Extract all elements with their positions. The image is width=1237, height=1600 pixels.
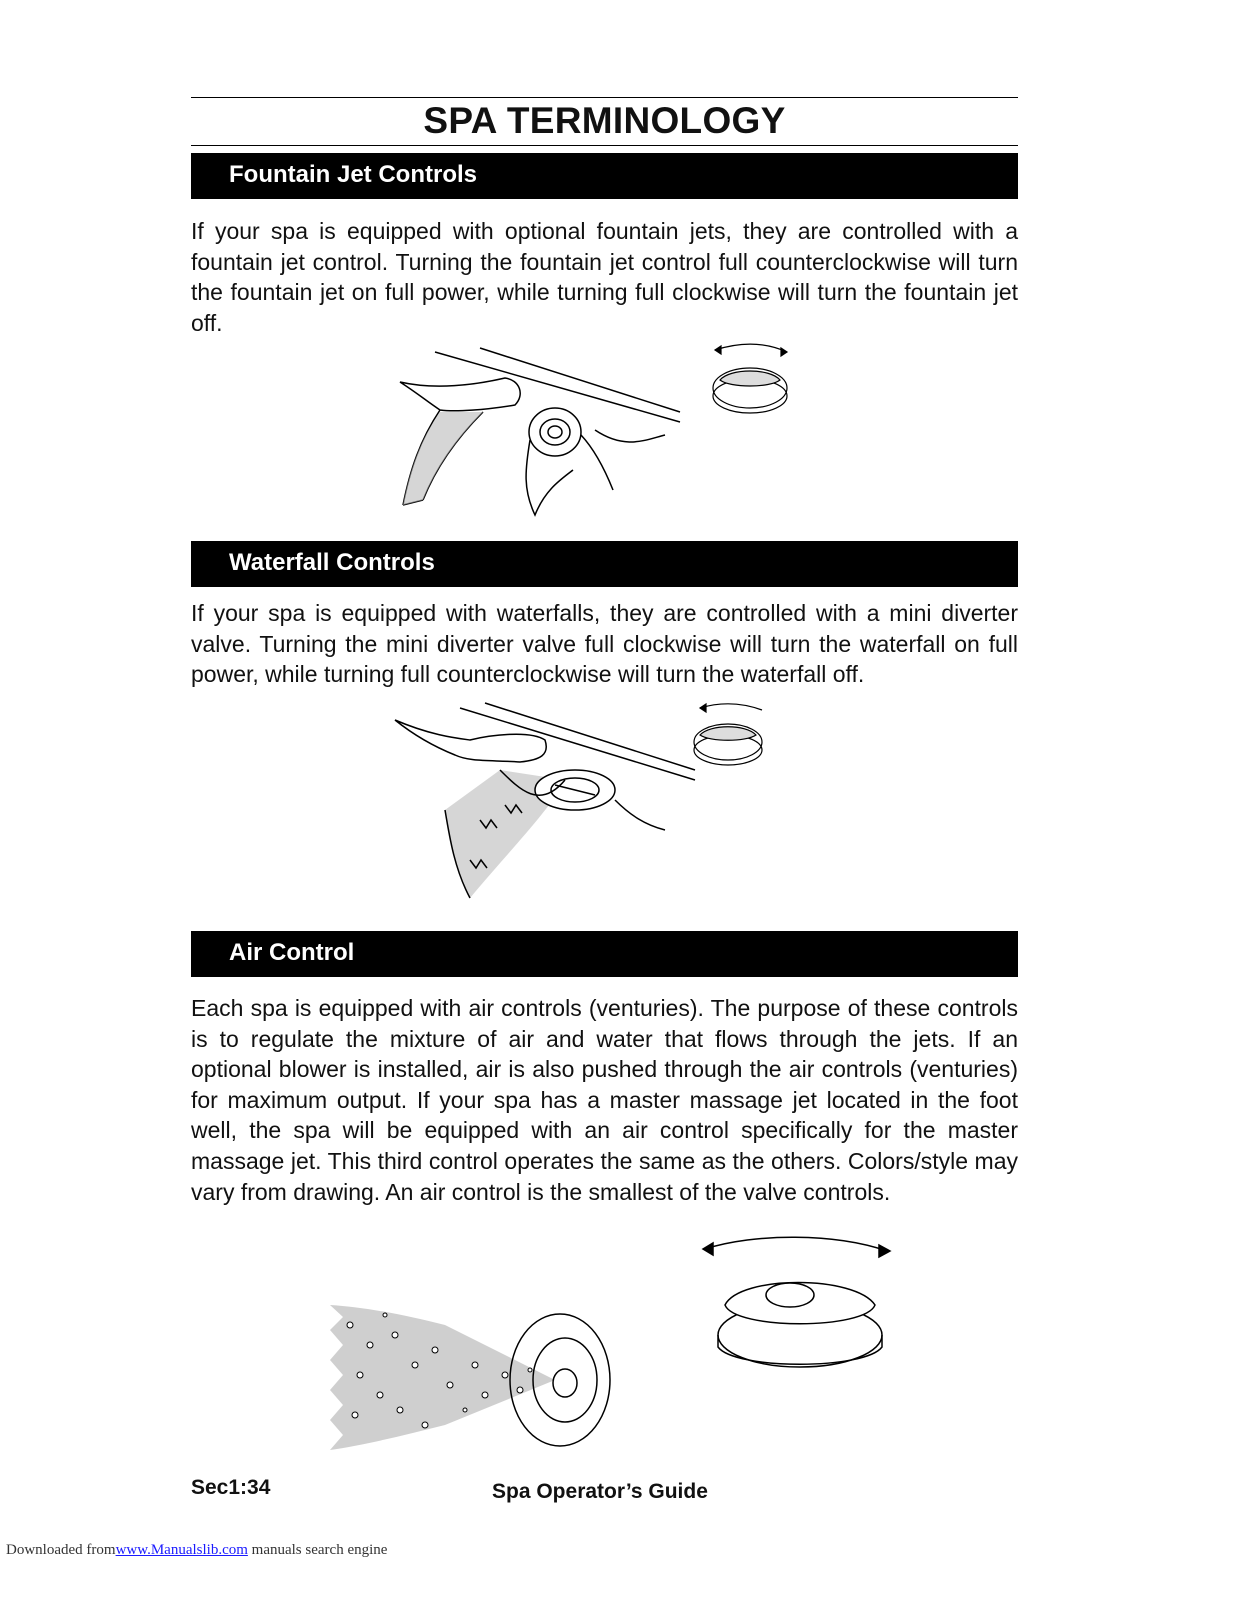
- download-prefix: Downloaded from: [6, 1542, 116, 1558]
- page-title: SPA TERMINOLOGY: [423, 100, 786, 141]
- manualslib-link[interactable]: www.Manualslib.com: [115, 1542, 248, 1558]
- section-heading-air-control: Air Control: [191, 931, 1018, 977]
- page-number: Sec1:34: [191, 1476, 271, 1499]
- download-suffix: manuals search engine: [247, 1542, 388, 1558]
- fountain-jet-illustration: [395, 340, 805, 520]
- waterfall-illustration: [390, 700, 790, 900]
- waterfall-paragraph: If your spa is equipped with waterfalls, they are controlled with a mini diverter valve. Turning the mini diverter valve full clockwise will turn the waterfall on full power, while turning full counterclockwise will turn the waterfall off.: [191, 600, 1018, 688]
- section-heading-fountain-jet: Fountain Jet Controls: [191, 153, 1018, 199]
- air-control-paragraph: Each spa is equipped with air controls (venturies). The purpose of these controls is to regulate the mixture of air and water that flows through the jets. If an optional blower is installed, air is also pushed through the air controls (venturies) for maximum output. If your spa has a master massage jet located in the foot well, the spa will be equipped with an air control specifically for the master massage jet. This third control operates the same as the others. Colors/style may vary from drawing. An air control is the smallest of the valve controls.: [191, 995, 1018, 1205]
- air-jet-illustration: [325, 1295, 615, 1455]
- top-rule: [191, 97, 1018, 98]
- air-control-knob-icon: [695, 1235, 905, 1395]
- title-underline: [191, 145, 1018, 146]
- guide-title: Spa Operator’s Guide: [492, 1480, 708, 1503]
- section-heading-waterfall: Waterfall Controls: [191, 541, 1018, 587]
- fountain-jet-paragraph: If your spa is equipped with optional fountain jets, they are controlled with a fountain jet control. Turning the fountain jet control full counterclockwise will turn the fountain jet on full power, while turning full clockwise will turn the fountain jet off.: [191, 218, 1018, 336]
- download-banner: [6, 1542, 387, 1559]
